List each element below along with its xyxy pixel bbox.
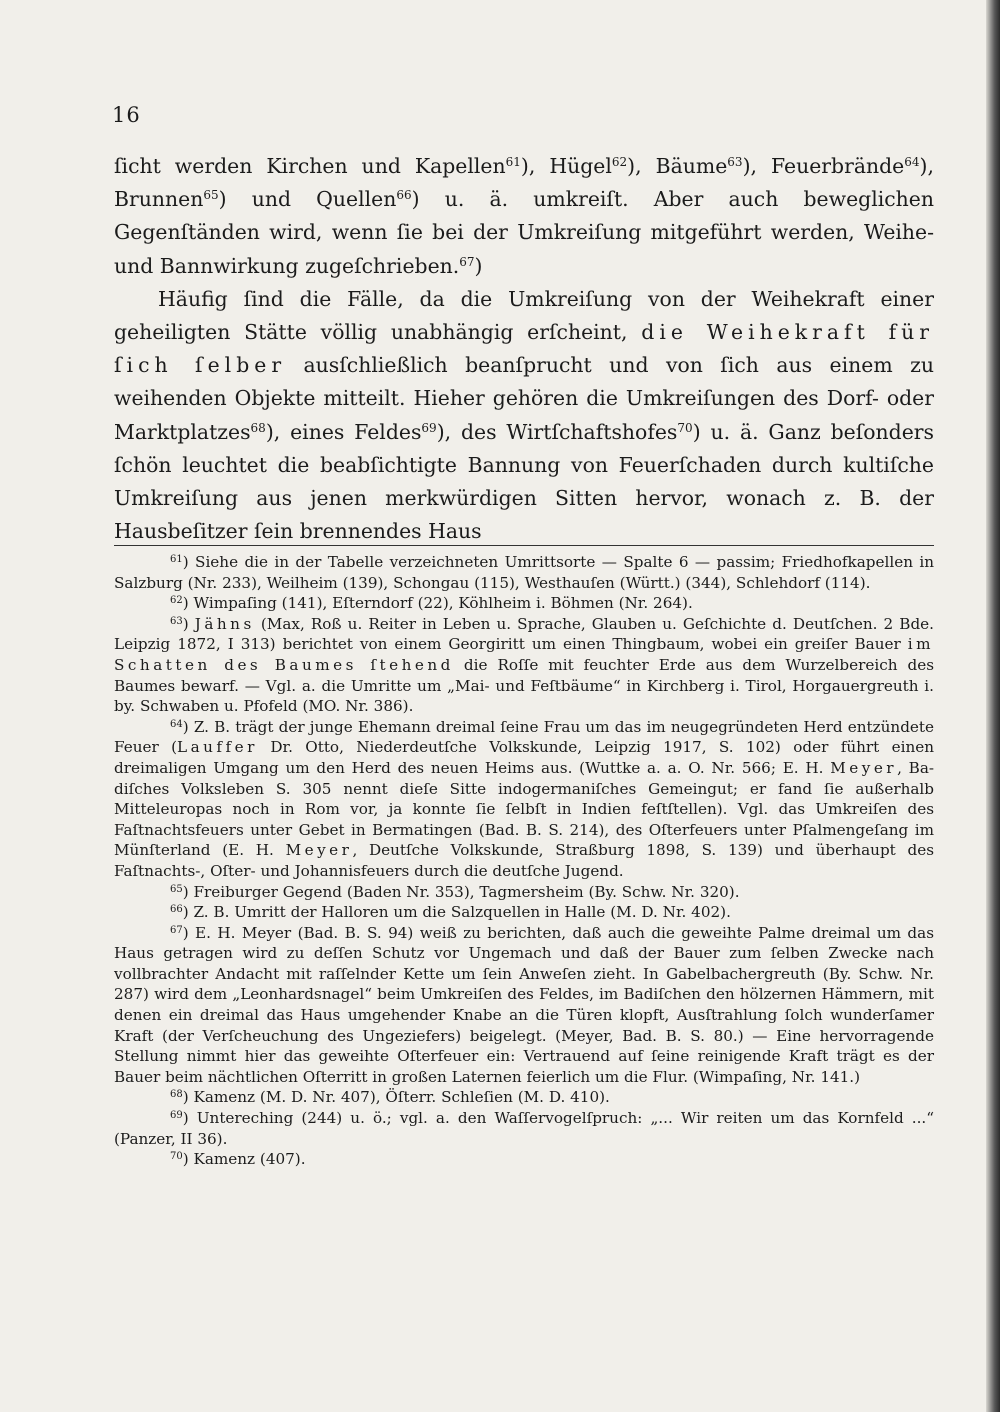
footnote-ref-69[interactable]: 69 xyxy=(421,420,437,435)
footnote-65: $^{65}$) Freiburger Gegend (Baden Nr. 353), Tagmersheim (By. Schw. Nr. 320). xyxy=(170,882,740,901)
footnote-ref-67[interactable]: 67 xyxy=(459,254,475,269)
footnote-divider xyxy=(114,545,934,546)
footnote-ref-66[interactable]: 66 xyxy=(396,188,412,203)
footnote-ref-63[interactable]: 63 xyxy=(727,155,743,169)
footnote-66: $^{66}$) Z. B. Umritt der Halloren um die Salzquellen in Halle (M. D. Nr. 402). xyxy=(170,903,731,922)
paragraph-1: ſicht werden Kirchen und Kapellen$^{61}$), Hügel$^{62}$), Bäume$^{63}$), Feuerbrände$^{64}$), Brunnen$^{65}$) und Quellen$^{66}$) u. ä. umkreiſt. Aber auch beweglichen Gegenſtänden wird, wenn ſie bei der Umkreiſung mitgeführt werden, Weihe- und Bannwirkung zugeſchrieben.$^{67}$) xyxy=(114,154,934,278)
main-text xyxy=(114,150,934,548)
emphasized-text: die Weihekraft für ſich ſelber xyxy=(114,320,934,378)
footnote-62: $^{62}$) Wimpaſing (141), Eſterndorf (22), Köhlheim i. Böhmen (Nr. 264). xyxy=(170,594,693,613)
footnote-70: $^{70}$) Kamenz (407). xyxy=(170,1150,306,1169)
footnote-ref-70[interactable]: 70 xyxy=(677,420,693,435)
paragraph-2: Häufig ſind die Fälle, da die Umkreiſung von der Weihekraft einer geheiligten Stätte völlig unabhängig erſcheint, die Weihekraft für ſich ſelber ausſchließlich beanſprucht und von ſich aus einem zu weihenden Objekte mitteilt. Hieher gehören die Umkreiſungen des Dorf- oder Marktplatzes$^{68}$), eines Feldes$^{69}$), des Wirtſchaftshofes$^{70}$) u. ä. Ganz beſonders ſchön leuchtet die beabſichtigte Bannung von Feuerſchaden durch kultiſche Umkreiſung aus jenen merkwürdigen Sitten hervor, wonach z. B. der Hausbeſitzer ſein brennendes Haus xyxy=(114,286,934,544)
page-number: 16 xyxy=(112,103,141,127)
footnote-69: $^{69}$) Untereching (244) u. ö.; vgl. a. den Waſſervogelſpruch: „... Wir reiten um das Kornfeld ...“ (Panzer, II 36). xyxy=(114,1109,934,1148)
footnote-ref-61[interactable]: 61 xyxy=(505,155,521,169)
page-edge-shadow xyxy=(986,0,1000,1412)
footnote-61: $^{61}$) Siehe die in der Tabelle verzeichneten Umrittsorte — Spalte 6 — passim; Friedhofkapellen in Salzburg (Nr. 233), Weilheim (139), Schongau (115), Westhauſen (Württ.) (344), Schlehdorf (114). xyxy=(114,553,934,592)
footnote-67: $^{67}$) E. H. Meyer (Bad. B. S. 94) weiß zu berichten, daß auch die geweihte Palme dreimal um das Haus getragen wird zu deſſen Schutz vor Ungemach und daß der Bauer zum ſelben Zwecke nach vollbrachter Andacht mit raſſelnder Kette um ſein Anweſen zieht. In Gabelbachergreuth (By. Schw. Nr. 287) wird dem „Leonhardsnagel“ beim Umkreiſen des Feldes, im Badiſchen den hölzernen Hämmern, mit denen ein dreimal das Haus umgehender Knabe an die Türen klopft, Ausſtrahlung ſolch wunderſamer Kraft (der Verſcheuchung des Ungeziefers) beigelegt. (Meyer, Bad. B. S. 80.) — Eine hervorragende Stellung nimmt hier das geweihte Oſterfeuer ein: Vertrauend auf ſeine reinigende Kraft trägt es der Bauer beim nächtlichen Oſterritt in großen Laternen feierlich um die Flur. (Wimpaſing, Nr. 141.) xyxy=(114,923,934,1086)
footnote-ref-68[interactable]: 68 xyxy=(250,420,266,435)
footnote-ref-65[interactable]: 65 xyxy=(203,188,219,203)
footnote-68: $^{68}$) Kamenz (M. D. Nr. 407), Öſterr. Schleſien (M. D. 410). xyxy=(170,1088,610,1107)
footnote-63: $^{63}$) Jähns (Max, Roß u. Reiter in Leben u. Sprache, Glauben u. Geſchichte d. Deutſchen. 2 Bde. Leipzig 1872, I 313) berichtet von einem Georgiritt um einen Thingbaum, wobei ein greiſer Bauer im Schatten des Baumes ſtehend die Roſſe mit feuchter Erde aus dem Wurzelbereich des Baumes bewarf. — Vgl. a. die Umritte um „Mai- und Feſtbäume“ in Kirchberg i. Tirol, Horgauergreuth i. by. Schwaben u. Pfofeld (MO. Nr. 386). xyxy=(114,614,935,716)
footnote-ref-62[interactable]: 62 xyxy=(611,155,628,169)
footnote-64: $^{64}$) Z. B. trägt der junge Ehemann dreimal ſeine Frau um das im neugegründeten Herd entzündete Feuer (Lauffer Dr. Otto, Niederdeutſche Volkskunde, Leipzig 1917, S. 102) oder führt einen dreimaligen Umgang um den Herd des neuen Heims aus. (Wuttke a. a. O. Nr. 566; E. H. Meyer, Badiſches Volksleben S. 305 nennt dieſe Sitte indogermaniſches Gemeingut; er fand ſie außerhalb Mitteleuropas noch in Rom vor, ja konnte ſie ſelbſt in Indien feſtſtellen). Vgl. das Umkreiſen des Faſtnachtsfeuers unter Gebet in Bermatingen (Bad. B. S. 214), des Oſterfeuers unter Pſalmengeſang im Münſterland (E. H. Meyer, Deutſche Volkskunde, Straßburg 1898, S. 139) und überhaupt des Faſtnachts-, Oſter- und Johannisfeuers durch die deutſche Jugend. xyxy=(114,717,935,880)
footnotes xyxy=(114,552,934,1170)
footnote-ref-64[interactable]: 64 xyxy=(904,155,920,169)
